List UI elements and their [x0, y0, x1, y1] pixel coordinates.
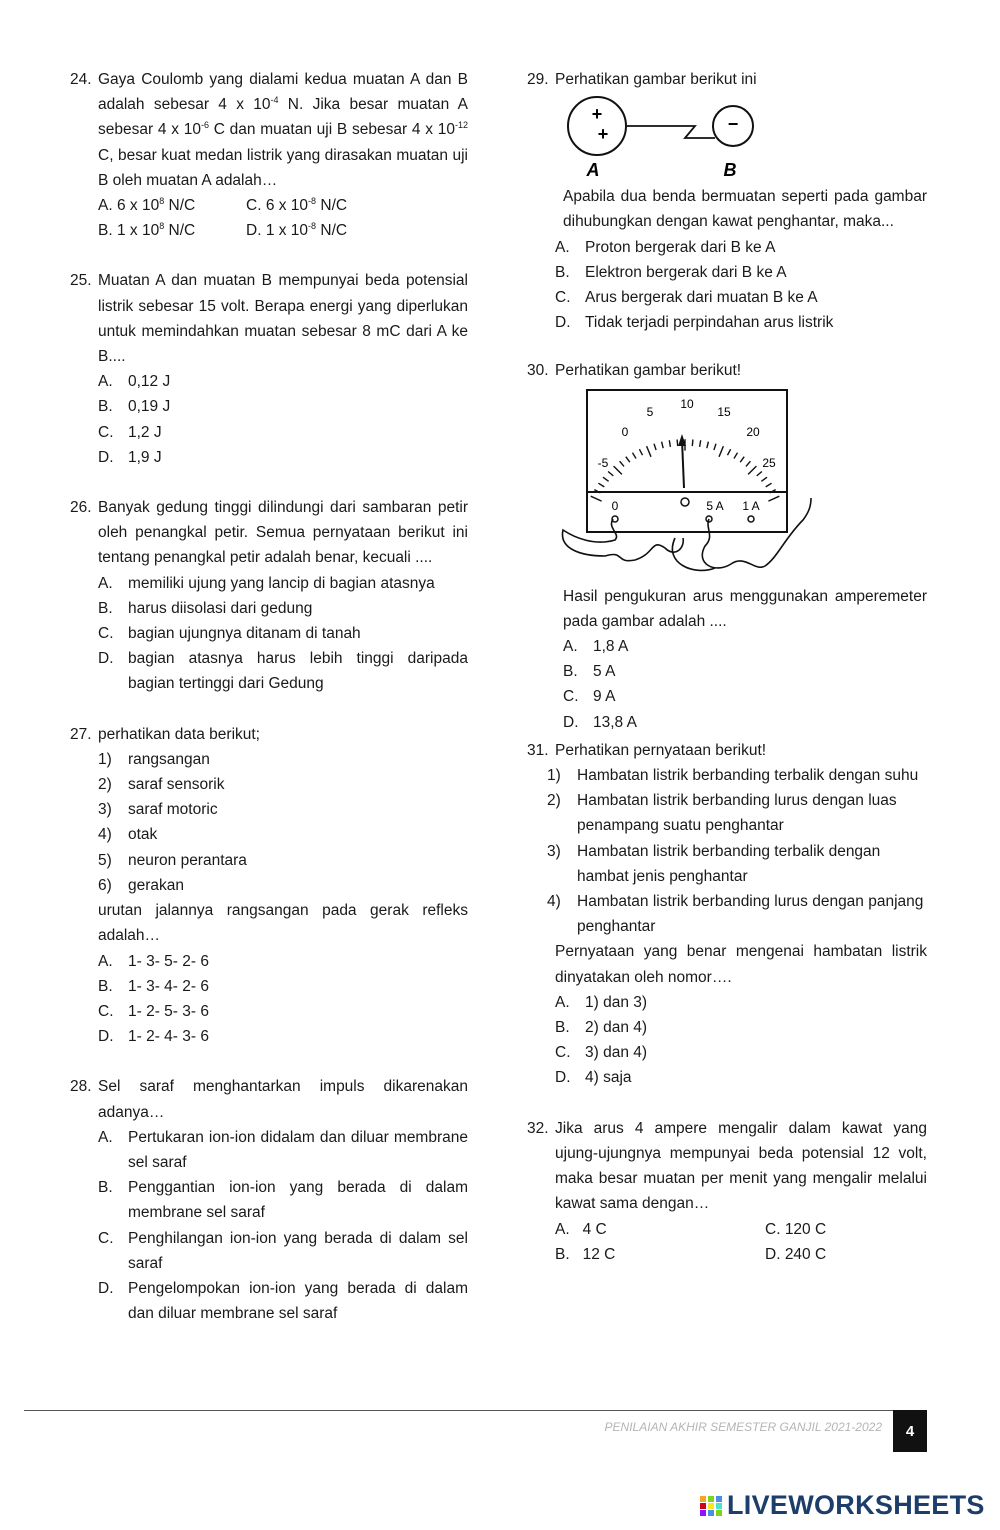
terminal-label: 0 [611, 498, 619, 513]
plus-sign-1: + [591, 104, 603, 125]
question-32 [527, 1116, 927, 1267]
option[interactable]: A. memiliki ujung yang lancip di bagian atasnya [98, 574, 435, 592]
list-item: 2) Hambatan listrik berbanding lurus dengan luas penampang suatu penghantar [547, 792, 897, 835]
option[interactable]: D. 4) saja [555, 1069, 632, 1087]
question-number: 26. [70, 499, 92, 517]
question-text: Perhatikan gambar berikut! [555, 362, 742, 380]
question-text: Muatan A dan muatan B mempunyai beda potensial listrik sebesar 15 volt. Berapa energi yang diperlukan untuk memindahkan muatan sebesar 8 mC dari A ke B.... [98, 272, 468, 366]
question-29 [527, 67, 927, 335]
option[interactable]: A. 1) dan 3) [555, 993, 648, 1011]
list-item: 4) Hambatan listrik berbanding lurus dengan panjang penghantar [547, 893, 924, 936]
list-item: 4) otak [98, 826, 158, 844]
label-b: B [723, 160, 737, 179]
question-24 [70, 67, 468, 243]
page-number: 4 [893, 1410, 927, 1452]
option[interactable]: C. 120 C [765, 1220, 827, 1238]
ammeter-figure [555, 388, 825, 578]
question-26 [70, 495, 468, 697]
scale-tick [692, 439, 693, 446]
question-text: Perhatikan gambar berikut ini [555, 71, 757, 88]
option[interactable]: C. 3) dan 4) [555, 1044, 648, 1062]
question-stem: Hasil pengukuran arus menggunakan amperemeter pada gambar adalah .... [563, 587, 927, 630]
left-column [70, 67, 468, 1351]
question-28 [70, 1074, 468, 1326]
brand-icon [700, 1496, 723, 1516]
option[interactable]: B. 0,19 J [98, 398, 171, 416]
option[interactable]: B. 12 C [555, 1245, 616, 1263]
footer-divider [24, 1410, 894, 1411]
terminal-label: 1 A [742, 498, 760, 513]
option[interactable]: C. 1,2 J [98, 423, 162, 441]
question-stem: Apabila dua benda bermuatan seperti pada gambar dihubungkan dengan kawat penghantar, maka... [563, 188, 927, 231]
question-number: 28. [70, 1078, 92, 1096]
scale-label: 0 [621, 424, 629, 439]
list-item: 3) saraf motoric [98, 801, 218, 819]
plus-sign-2: + [597, 124, 609, 145]
list-item: 1) rangsangan [98, 750, 210, 768]
scale-label: 25 [762, 455, 776, 470]
charged-spheres-figure [555, 96, 755, 178]
option[interactable]: B. 2) dan 4) [555, 1019, 648, 1037]
scale-label: 5 [646, 404, 654, 419]
question-number: 24. [70, 71, 92, 88]
minus-sign: − [727, 114, 739, 135]
question-text: Banyak gedung tinggi dilindungi dari sambaran petir oleh penangkal petir. Semua pernyataan berikut ini tentang penangkal petir adalah benar, kecuali .... [98, 499, 468, 567]
list-item: 5) neuron perantara [98, 851, 247, 869]
option[interactable]: C. 6 x $10^{-8}$ N/C [246, 195, 348, 215]
footer-text: PENILAIAN AKHIR SEMESTER GANJIL 2021-2022 [604, 1420, 882, 1434]
question-text: Jika arus 4 ampere mengalir dalam kawat yang ujung-ujungnya mempunyai beda potensial 12 volt, maka besar muatan per menit yang mengalir melalui kawat sama dengan… [555, 1119, 927, 1213]
connecting-wire [626, 126, 715, 138]
option[interactable]: B. harus diisolasi dari gedung [98, 599, 313, 617]
scale-label: 15 [717, 404, 731, 419]
question-number: 25. [70, 272, 92, 290]
question-number: 32. [527, 1119, 549, 1137]
option[interactable]: B. 1 x $10^8$ N/C [98, 221, 196, 240]
scale-label: -5 [597, 455, 609, 470]
option[interactable]: A. Pertukaran ion-ion didalam dan diluar membrane sel saraf [98, 1128, 468, 1171]
option[interactable]: D. 13,8 A [563, 713, 637, 731]
question-text: Sel saraf menghantarkan impuls dikarenakan adanya… [98, 1078, 468, 1121]
option[interactable]: C. bagian ujungnya ditanam di tanah [98, 625, 361, 643]
question-text: perhatikan data berikut; [98, 725, 260, 743]
question-25 [70, 268, 468, 470]
option[interactable]: D. Tidak terjadi perpindahan arus listrik [555, 314, 834, 332]
scale-label: 10 [680, 396, 694, 411]
list-item: 2) saraf sensorik [98, 776, 225, 794]
scale-label: 20 [746, 424, 760, 439]
question-30 [527, 358, 927, 734]
question-number: 31. [527, 741, 549, 759]
label-a: A [586, 160, 600, 179]
option[interactable]: C. Penghilangan ion-ion yang berada di dalam sel saraf [98, 1229, 468, 1272]
question-text: Perhatikan pernyataan berikut! [555, 741, 767, 759]
scale-tick [677, 439, 678, 446]
option[interactable]: A. 6 x $10^8$ N/C [98, 195, 196, 215]
question-number: 30. [527, 362, 549, 380]
option[interactable]: B. 1- 3- 4- 2- 6 [98, 977, 209, 995]
option[interactable]: D. 1,9 J [98, 448, 162, 466]
list-item: 3) Hambatan listrik berbanding terbalik dengan hambat jenis penghantar [547, 842, 881, 885]
question-number: 27. [70, 725, 92, 743]
question-text: Gaya Coulomb yang dialami kedua muatan A dan B adalah sebesar 4 x $10^{-4}$ N. Jika besar muatan A sebesar 4 x $10^{-6}$ C dan muatan uji B sebesar 4 x $10^{-12}$ C, besar kuat medan listrik yang dirasakan muatan uji B oleh muatan A adalah… [98, 71, 468, 189]
options-grid [70, 193, 468, 243]
option[interactable]: D. Pengelompokan ion-ion yang berada di dalam dan diluar membrane sel saraf [98, 1279, 468, 1323]
right-column [527, 67, 927, 1292]
options-grid [527, 1217, 927, 1267]
option[interactable]: A. Proton bergerak dari B ke A [555, 238, 776, 256]
question-27 [70, 722, 468, 1050]
option[interactable]: B. 5 A [563, 663, 616, 681]
brand-logo[interactable] [700, 1490, 985, 1521]
option[interactable]: B. Elektron bergerak dari B ke A [555, 263, 787, 281]
brand-name: LIVEWORKSHEETS [727, 1490, 985, 1520]
option[interactable]: B. Penggantian ion-ion yang berada di dalam membrane sel saraf [98, 1179, 468, 1222]
option[interactable]: C. 1- 2- 5- 3- 6 [98, 1002, 209, 1020]
option[interactable]: A. 1,8 A [563, 638, 629, 656]
option[interactable]: D. 1 x $10^{-8}$ N/C [246, 221, 348, 240]
list-item: 6) gerakan [98, 876, 185, 894]
option[interactable]: A. 1- 3- 5- 2- 6 [98, 952, 209, 970]
option[interactable]: D. bagian atasnya harus lebih tinggi daripada bagian tertinggi dari Gedung [98, 650, 468, 693]
terminal-label: 5 A [706, 498, 724, 513]
question-prompt: urutan jalannya rangsangan pada gerak refleks adalah… [98, 902, 468, 945]
option[interactable]: D. 1- 2- 4- 3- 6 [98, 1028, 209, 1046]
option[interactable]: C. 9 A [563, 688, 616, 706]
option[interactable]: C. Arus bergerak dari muatan B ke A [555, 289, 818, 307]
list-item: 1) Hambatan listrik berbanding terbalik dengan suhu [547, 767, 919, 785]
question-prompt: Pernyataan yang benar mengenai hambatan listrik dinyatakan oleh nomor…. [555, 943, 927, 986]
option[interactable]: A. 4 C [555, 1220, 607, 1238]
option[interactable]: A. 0,12 J [98, 373, 171, 391]
question-number: 29. [527, 71, 549, 88]
question-31 [527, 738, 927, 1091]
option[interactable]: D. 240 C [765, 1245, 827, 1263]
